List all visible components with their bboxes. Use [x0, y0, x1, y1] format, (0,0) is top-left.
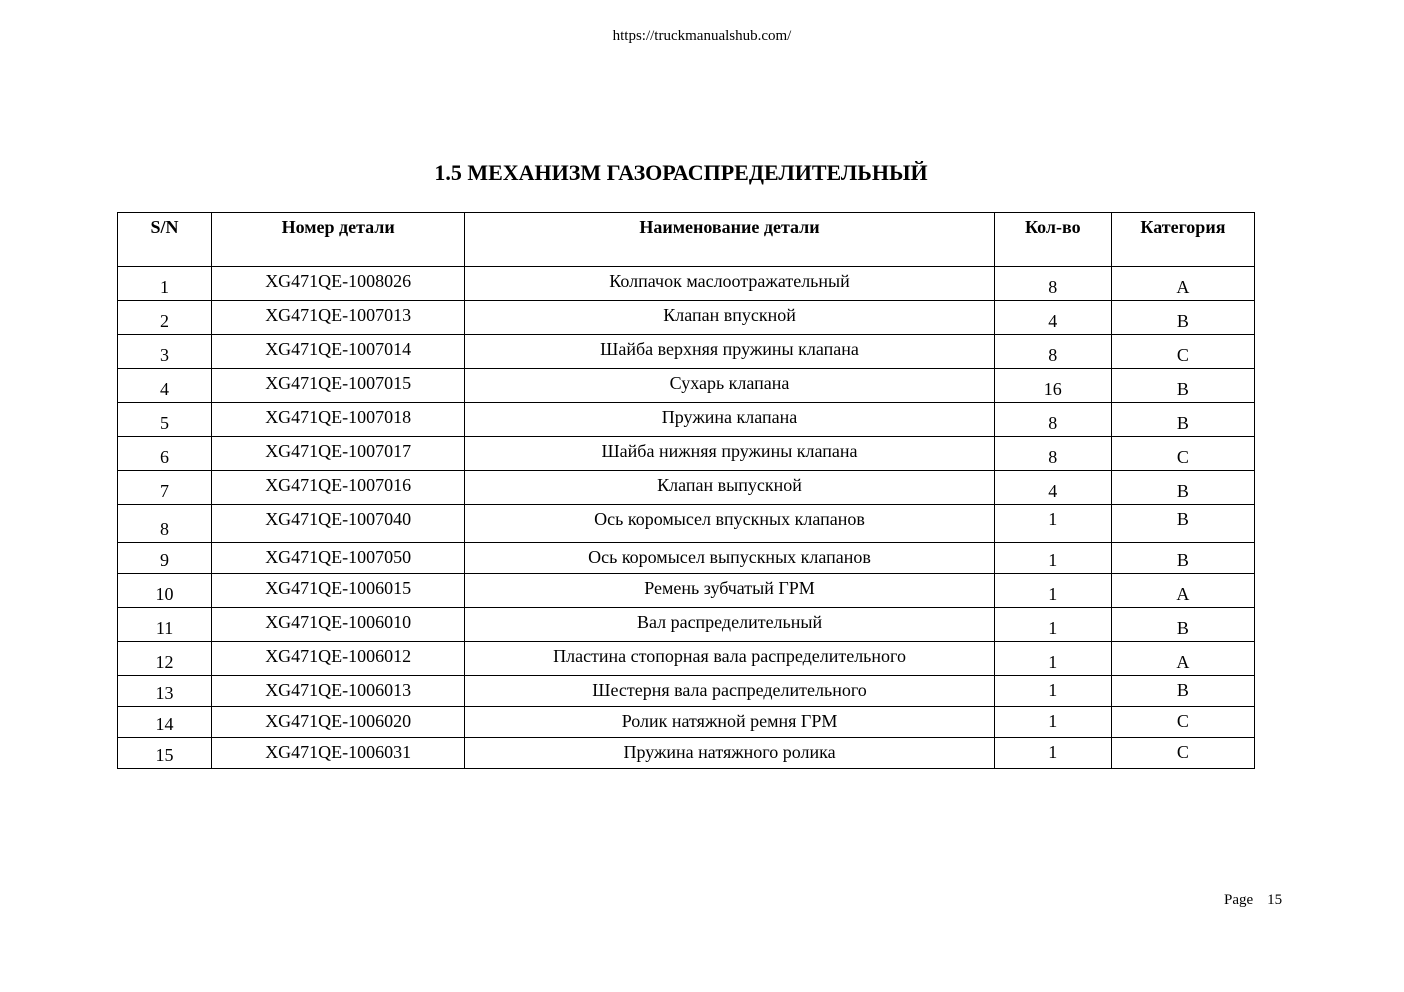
cell-category: B: [1111, 505, 1254, 543]
cell-quantity: 1: [994, 608, 1111, 642]
cell-sn: 6: [118, 437, 212, 471]
page-number: [1224, 892, 1282, 909]
cell-category: C: [1111, 707, 1254, 738]
cell-quantity: 8: [994, 437, 1111, 471]
table-row: [118, 369, 1255, 403]
header-sn: S/N: [118, 213, 212, 267]
cell-part-number: XG471QE-1007015: [212, 369, 465, 403]
cell-sn: 7: [118, 471, 212, 505]
cell-sn: 9: [118, 543, 212, 574]
table-row: [118, 676, 1255, 707]
cell-part-number: XG471QE-1006013: [212, 676, 465, 707]
cell-part-name: Сухарь клапана: [465, 369, 994, 403]
cell-part-number: XG471QE-1007013: [212, 301, 465, 335]
cell-sn: 8: [118, 505, 212, 543]
cell-quantity: 16: [994, 369, 1111, 403]
cell-category: C: [1111, 437, 1254, 471]
cell-category: C: [1111, 738, 1254, 769]
table-row: [118, 403, 1255, 437]
cell-quantity: 1: [994, 676, 1111, 707]
cell-quantity: 1: [994, 543, 1111, 574]
cell-category: A: [1111, 574, 1254, 608]
table-row: [118, 574, 1255, 608]
table-row: [118, 437, 1255, 471]
cell-sn: 13: [118, 676, 212, 707]
cell-part-number: XG471QE-1006012: [212, 642, 465, 676]
cell-part-name: Клапан выпускной: [465, 471, 994, 505]
page-number-value: 15: [1267, 892, 1283, 908]
cell-quantity: 1: [994, 738, 1111, 769]
cell-sn: 10: [118, 574, 212, 608]
cell-part-number: XG471QE-1007040: [212, 505, 465, 543]
cell-part-number: XG471QE-1006015: [212, 574, 465, 608]
cell-sn: 3: [118, 335, 212, 369]
header-part-number: Номер детали: [212, 213, 465, 267]
header-url: https://truckmanualshub.com/: [612, 28, 792, 44]
cell-quantity: 4: [994, 471, 1111, 505]
cell-category: B: [1111, 543, 1254, 574]
cell-part-number: XG471QE-1007018: [212, 403, 465, 437]
cell-part-number: XG471QE-1007016: [212, 471, 465, 505]
table-row: [118, 642, 1255, 676]
cell-sn: 5: [118, 403, 212, 437]
table-row: [118, 543, 1255, 574]
cell-part-number: XG471QE-1007017: [212, 437, 465, 471]
cell-quantity: 1: [994, 707, 1111, 738]
cell-part-name: Ось коромысел впускных клапанов: [465, 505, 994, 543]
cell-part-name: Ось коромысел выпускных клапанов: [465, 543, 994, 574]
table-header-row: [118, 213, 1255, 267]
cell-category: A: [1111, 642, 1254, 676]
cell-sn: 11: [118, 608, 212, 642]
table-row: [118, 335, 1255, 369]
cell-part-name: Пружина натяжного ролика: [465, 738, 994, 769]
cell-part-name: Ролик натяжной ремня ГРМ: [465, 707, 994, 738]
table-row: [118, 301, 1255, 335]
cell-sn: 12: [118, 642, 212, 676]
table-row: [118, 738, 1255, 769]
cell-quantity: 1: [994, 574, 1111, 608]
cell-sn: 14: [118, 707, 212, 738]
cell-part-name: Вал распределительный: [465, 608, 994, 642]
cell-part-name: Пластина стопорная вала распределительного: [465, 642, 994, 676]
cell-part-name: Шестерня вала распределительного: [465, 676, 994, 707]
cell-part-number: XG471QE-1006020: [212, 707, 465, 738]
cell-part-name: Пружина клапана: [465, 403, 994, 437]
table-row: [118, 707, 1255, 738]
cell-part-number: XG471QE-1006010: [212, 608, 465, 642]
cell-sn: 4: [118, 369, 212, 403]
cell-quantity: 4: [994, 301, 1111, 335]
page-label-text: Page: [1224, 892, 1254, 908]
cell-part-number: XG471QE-1006031: [212, 738, 465, 769]
cell-sn: 2: [118, 301, 212, 335]
cell-part-name: Шайба верхняя пружины клапана: [465, 335, 994, 369]
cell-category: B: [1111, 471, 1254, 505]
cell-sn: 15: [118, 738, 212, 769]
table-row: [118, 267, 1255, 301]
table-row: [118, 505, 1255, 543]
cell-category: C: [1111, 335, 1254, 369]
cell-part-number: XG471QE-1007050: [212, 543, 465, 574]
cell-category: B: [1111, 301, 1254, 335]
cell-quantity: 8: [994, 335, 1111, 369]
cell-part-number: XG471QE-1008026: [212, 267, 465, 301]
page-title: 1.5 МЕХАНИЗМ ГАЗОРАСПРЕДЕЛИТЕЛЬНЫЙ: [434, 160, 928, 185]
table-row: [118, 471, 1255, 505]
cell-quantity: 8: [994, 267, 1111, 301]
cell-category: B: [1111, 676, 1254, 707]
cell-sn: 1: [118, 267, 212, 301]
cell-part-name: Шайба нижняя пружины клапана: [465, 437, 994, 471]
header-category: Категория: [1111, 213, 1254, 267]
cell-quantity: 1: [994, 642, 1111, 676]
cell-part-name: Колпачок маслоотражательный: [465, 267, 994, 301]
cell-part-number: XG471QE-1007014: [212, 335, 465, 369]
cell-quantity: 1: [994, 505, 1111, 543]
cell-category: B: [1111, 608, 1254, 642]
header-part-name: Наименование детали: [465, 213, 994, 267]
table-row: [118, 608, 1255, 642]
parts-table: [117, 212, 1255, 769]
header-quantity: Кол-во: [994, 213, 1111, 267]
cell-part-name: Ремень зубчатый ГРМ: [465, 574, 994, 608]
cell-part-name: Клапан впускной: [465, 301, 994, 335]
cell-category: B: [1111, 369, 1254, 403]
cell-category: A: [1111, 267, 1254, 301]
cell-category: B: [1111, 403, 1254, 437]
cell-quantity: 8: [994, 403, 1111, 437]
